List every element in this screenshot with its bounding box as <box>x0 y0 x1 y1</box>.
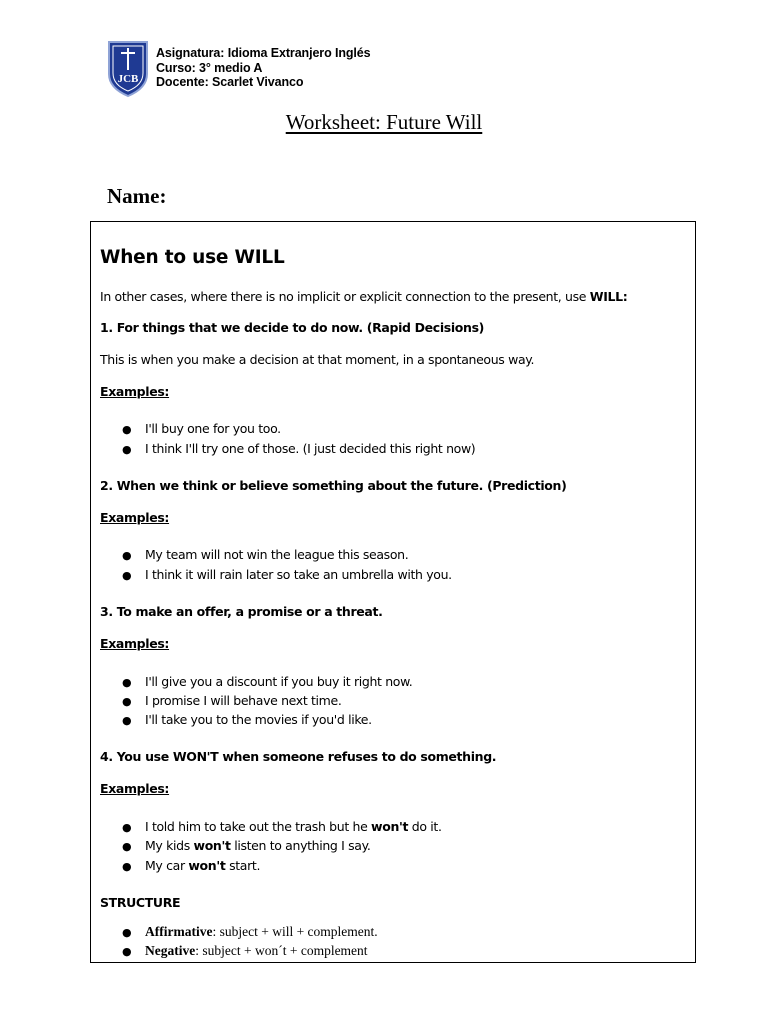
examples-label: Examples: <box>100 384 170 399</box>
list-item: ● I'll give you a discount if you buy it right now. <box>122 674 413 689</box>
list-item: ● My car won't start. <box>122 858 261 873</box>
content-box <box>90 221 696 963</box>
structure-title: STRUCTURE <box>100 895 181 910</box>
list-item: ● I think I'll try one of those. (I just decided this right now) <box>122 441 476 456</box>
header-info <box>156 46 371 90</box>
course-line: Curso: 3° medio A <box>156 60 263 75</box>
subject-line: Asignatura: Idioma Extranjero Inglés <box>156 46 371 60</box>
examples-label: Examples: <box>100 781 170 796</box>
rule-1-description: This is when you make a decision at that moment, in a spontaneous way. <box>100 352 535 367</box>
intro-text: In other cases, where there is no implicit or explicit connection to the present, use WILL: <box>100 289 628 304</box>
structure-item: ● Negative: subject + won´t + complement <box>122 943 368 958</box>
name-label: Name: <box>107 184 167 208</box>
school-logo <box>107 40 149 98</box>
logo-letters: JCB <box>117 73 139 85</box>
list-item: ● I think it will rain later so take an umbrella with you. <box>122 567 452 582</box>
list-item: ● I'll buy one for you too. <box>122 421 281 436</box>
rule-1-title: 1. For things that we decide to do now. (Rapid Decisions) <box>100 320 485 335</box>
worksheet-title: Worksheet: Future Will <box>285 110 483 134</box>
list-item: ● I'll take you to the movies if you'd like. <box>122 712 372 727</box>
section-heading: When to use WILL <box>100 247 285 268</box>
list-item: ● I told him to take out the trash but he won't do it. <box>122 819 442 834</box>
rule-2-title: 2. When we think or believe something about the future. (Prediction) <box>100 478 567 493</box>
examples-label: Examples: <box>100 510 170 525</box>
list-item: ● I promise I will behave next time. <box>122 693 342 708</box>
teacher-line: Docente: Scarlet Vivanco <box>156 75 304 89</box>
list-item: ● My kids won't listen to anything I say. <box>122 838 371 853</box>
rule-4-title: 4. You use WON'T when someone refuses to do something. <box>100 749 497 764</box>
list-item: ● My team will not win the league this season. <box>122 547 409 562</box>
examples-label: Examples: <box>100 636 170 651</box>
rule-3-title: 3. To make an offer, a promise or a threat. <box>100 604 383 619</box>
structure-item: ● Affirmative: subject + will + complement. <box>122 924 378 939</box>
